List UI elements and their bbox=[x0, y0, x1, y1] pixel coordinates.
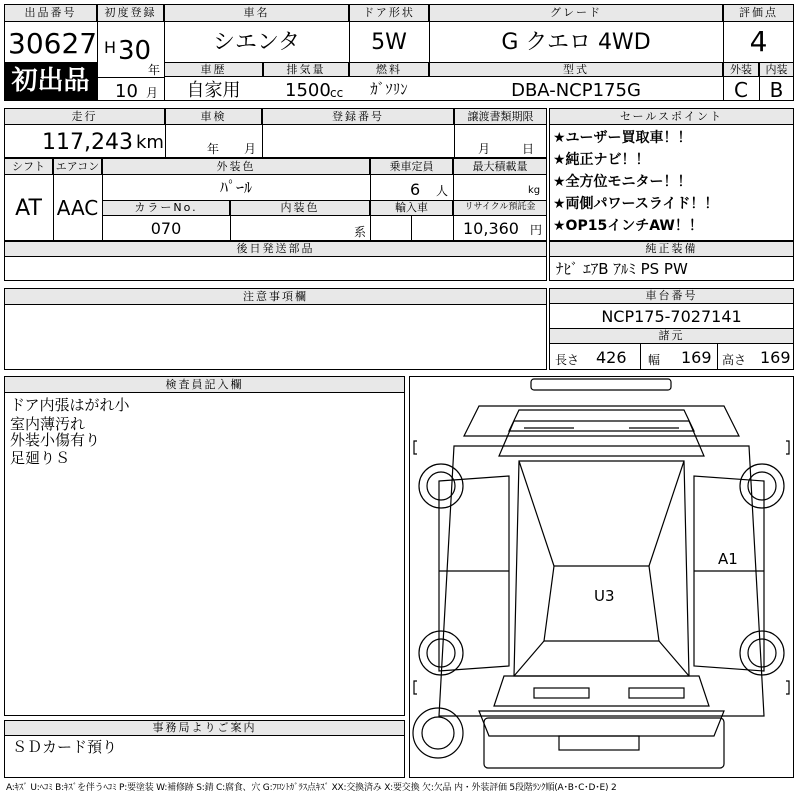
notes-label: 注意事項欄 bbox=[243, 290, 308, 303]
reg-month: 10 bbox=[115, 81, 138, 102]
rear-hatch bbox=[494, 676, 709, 706]
mirror-left bbox=[414, 441, 417, 454]
wheel-front-left bbox=[419, 464, 463, 508]
damage-mark-a1: A1 bbox=[718, 550, 738, 568]
cabin bbox=[514, 461, 689, 676]
wheel-rear-left-inner bbox=[427, 639, 455, 667]
office-label: 事務局よりご案内 bbox=[152, 721, 257, 734]
model-label: 型式 bbox=[563, 63, 589, 76]
equipment-label: 純正装備 bbox=[645, 242, 698, 255]
name-label: 車名 bbox=[243, 6, 270, 19]
colorno: 070 bbox=[150, 219, 182, 238]
ext-grade: C bbox=[734, 78, 748, 102]
sales-point-item: ★両側パワースライド！！ bbox=[553, 196, 719, 212]
height: 169 bbox=[760, 348, 791, 367]
divider bbox=[759, 62, 760, 101]
wheel-front-right-inner bbox=[748, 472, 776, 500]
equipment-text: ﾅﾋﾞ ｴｱB ｱﾙﾐ PS PW bbox=[556, 260, 688, 278]
inspector-line: ドア内張はがれ小 bbox=[10, 396, 130, 414]
color-label: 外装色 bbox=[216, 160, 256, 173]
divider bbox=[53, 158, 54, 241]
inspect-year: 年 bbox=[207, 142, 220, 156]
wheel-rear-right bbox=[740, 631, 784, 675]
width: 169 bbox=[681, 348, 712, 367]
plate-label: 登録番号 bbox=[332, 110, 384, 123]
front-bumper bbox=[531, 379, 671, 390]
inspector-line: 室内薄汚れ bbox=[10, 415, 86, 433]
mileage: 117,243 bbox=[42, 130, 133, 155]
history-label: 車歴 bbox=[200, 63, 227, 76]
car-diagram bbox=[409, 376, 794, 778]
pillar bbox=[514, 461, 689, 676]
door-type: 5W bbox=[371, 30, 407, 55]
reg-month-unit: 月 bbox=[146, 86, 159, 100]
grade-label: グレード bbox=[550, 6, 602, 19]
disp-unit: cc bbox=[330, 86, 344, 100]
car-name: シエンタ bbox=[212, 30, 301, 55]
inspector-line: 外装小傷有り bbox=[10, 431, 101, 449]
deadline-month: 月 bbox=[478, 142, 491, 156]
recycle: 10,360 bbox=[463, 219, 519, 238]
divider bbox=[262, 108, 263, 158]
displacement: 1500 bbox=[285, 80, 331, 101]
chassis-number: NCP175-7027141 bbox=[601, 307, 742, 326]
rear-bracket-left bbox=[414, 681, 417, 694]
door-label: ドア形状 bbox=[363, 6, 415, 19]
width-label: 幅 bbox=[648, 353, 661, 367]
inspect-label: 車検 bbox=[200, 110, 227, 123]
tailgate bbox=[479, 711, 724, 736]
int-label: 内装 bbox=[765, 63, 788, 76]
rear-plate bbox=[559, 736, 639, 750]
ac-label: エアコン bbox=[55, 160, 100, 173]
lot-label: 出品番号 bbox=[24, 6, 77, 19]
intcolor-label: 内装色 bbox=[280, 201, 320, 214]
legend: A:ｷｽﾞ U:ﾍｺﾐ B:ｷｽﾞを伴うﾍｺﾐ P:要塗装 W:補修跡 S:錆 C:腐食、穴 G:ﾌﾛﾝﾄｶﾞﾗｽ点ｷｽﾞ XX:交換済み X:要交換 欠:欠品 内・外装評価 5段階ﾗﾝｸ順(A･B･C･D･E) 2 bbox=[6, 783, 617, 793]
shift-label: シフト bbox=[12, 160, 45, 173]
recycle-unit: 円 bbox=[530, 223, 543, 237]
load-unit: kg bbox=[528, 185, 541, 196]
wheel-front-left-inner bbox=[427, 472, 455, 500]
deadline-day: 日 bbox=[522, 142, 535, 156]
seats: 6 bbox=[410, 180, 421, 199]
divider bbox=[640, 344, 641, 370]
seats-label: 乗車定員 bbox=[389, 160, 434, 173]
office-text: ＳＤカード預り bbox=[12, 738, 118, 756]
inspect-month: 月 bbox=[244, 142, 257, 156]
import-label: 輸入車 bbox=[395, 201, 428, 214]
reg-label: 初度登録 bbox=[104, 6, 157, 19]
divider bbox=[230, 200, 231, 241]
ext-label: 外装 bbox=[730, 63, 752, 76]
load-label: 最大積載量 bbox=[472, 160, 528, 173]
disp-label: 排気量 bbox=[286, 63, 326, 76]
chassis-label: 車台番号 bbox=[645, 289, 698, 302]
reg-era: H bbox=[104, 38, 117, 57]
mileage-unit: km bbox=[136, 132, 164, 153]
ac: AAC bbox=[56, 196, 99, 220]
sales-point-item: ★OP15インチAW！！ bbox=[553, 218, 703, 234]
length-label: 長さ bbox=[555, 353, 580, 367]
sales-point-item: ★ユーザー買取車！！ bbox=[553, 130, 692, 146]
colorno-label: カラーNo. bbox=[134, 201, 198, 214]
length: 426 bbox=[596, 348, 627, 367]
windshield bbox=[499, 421, 704, 456]
mirror-right bbox=[786, 441, 789, 454]
lot-number: 30627 bbox=[8, 27, 98, 60]
history: 自家用 bbox=[186, 80, 241, 101]
recycle-label: リサイクル預託金 bbox=[464, 202, 536, 212]
grade: G クエロ 4WD bbox=[501, 30, 651, 55]
inspector-line: 足廻りＳ bbox=[10, 449, 71, 467]
mileage-label: 走行 bbox=[71, 110, 98, 123]
divider bbox=[717, 344, 718, 370]
later-parts-label: 後日発送部品 bbox=[236, 242, 315, 255]
rear-bracket-right bbox=[786, 681, 789, 694]
rear-bumper bbox=[534, 688, 589, 698]
deadline-label: 譲渡書類期限 bbox=[467, 110, 534, 123]
rear-window bbox=[484, 718, 724, 768]
height-label: 高さ bbox=[722, 353, 747, 367]
reg-year-unit: 年 bbox=[148, 63, 161, 77]
rear-bumper-right bbox=[629, 688, 684, 698]
score-label: 評価点 bbox=[739, 6, 778, 19]
inspector-label: 検査員記入欄 bbox=[165, 378, 244, 391]
divider bbox=[454, 108, 455, 158]
fuel: ｶﾞｿﾘﾝ bbox=[370, 80, 408, 98]
shift: AT bbox=[15, 196, 42, 221]
divider bbox=[97, 77, 164, 78]
wheel-rear-left bbox=[419, 631, 463, 675]
reg-year: 30 bbox=[118, 36, 152, 66]
divider bbox=[411, 216, 412, 241]
spare-wheel-inner bbox=[422, 717, 454, 749]
fuel-label: 燃料 bbox=[376, 63, 402, 76]
model: DBA-NCP175G bbox=[511, 80, 641, 101]
first-listing: 初出品 bbox=[11, 66, 90, 96]
int-grade: B bbox=[769, 78, 784, 102]
wheel-front-right bbox=[740, 464, 784, 508]
wheel-rear-right-inner bbox=[748, 639, 776, 667]
intcolor-unit: 系 bbox=[354, 225, 367, 239]
sales-point-item: ★全方位モニター！！ bbox=[553, 174, 692, 190]
sales-points-label: セールスポイント bbox=[619, 110, 723, 123]
seats-unit: 人 bbox=[436, 184, 449, 198]
divider bbox=[165, 108, 166, 158]
score: 4 bbox=[749, 25, 768, 58]
color: ﾊﾟｰﾙ bbox=[219, 178, 252, 197]
dims-label: 諸元 bbox=[658, 329, 685, 342]
sales-point-item: ★純正ナビ！！ bbox=[553, 152, 650, 168]
damage-mark-u3: U3 bbox=[594, 587, 615, 605]
spare-wheel bbox=[413, 708, 463, 758]
